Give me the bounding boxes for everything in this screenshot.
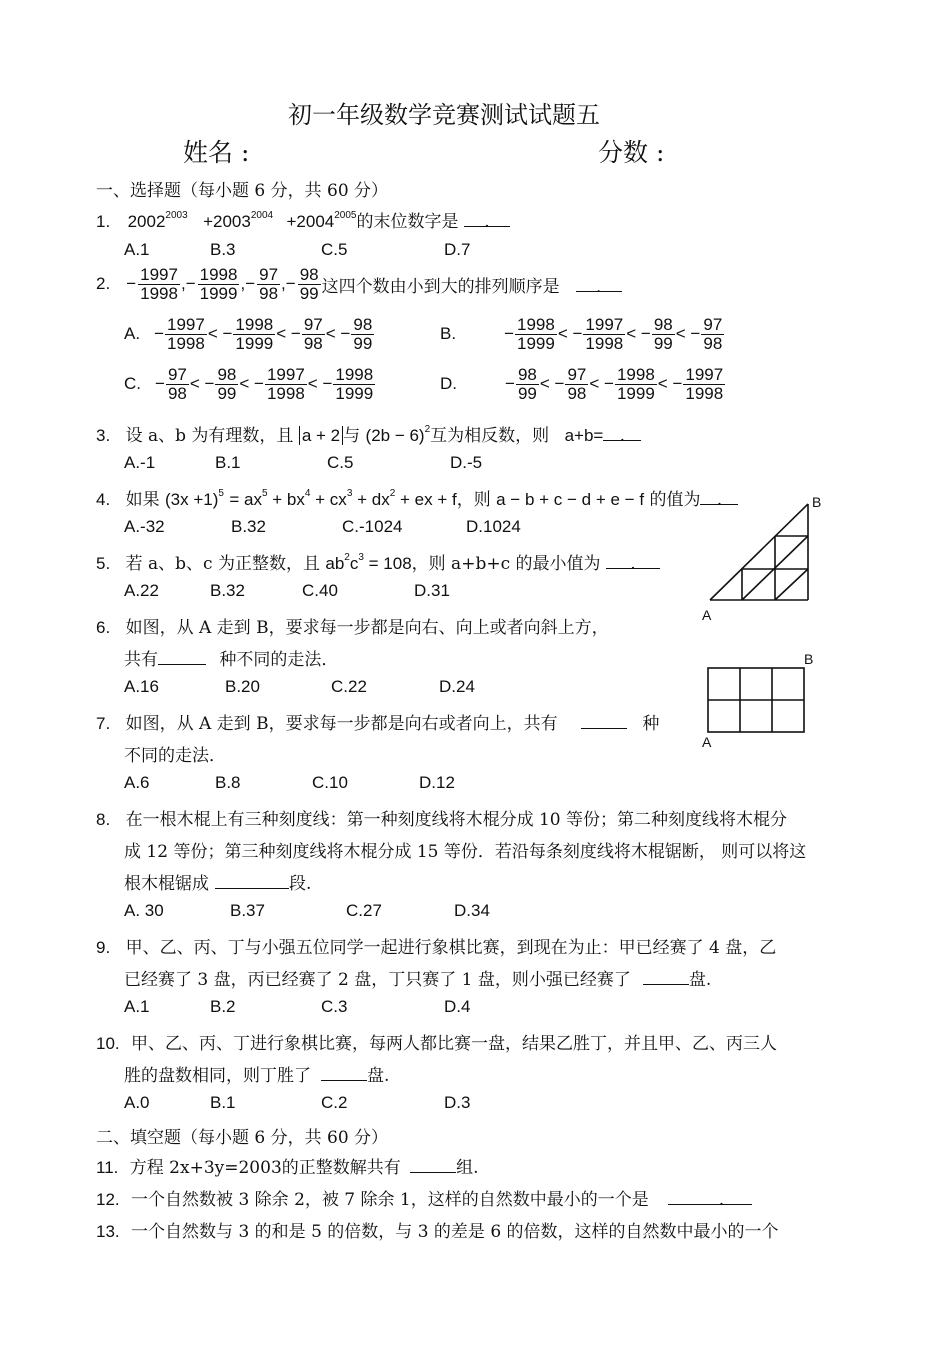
answer-blank[interactable]: . xyxy=(700,490,738,505)
point-b-label: B xyxy=(812,494,822,510)
section-2-heading: 二、填空题（每小题 6 分，共 60 分） xyxy=(96,1128,389,1148)
q2-option-d: D. − $\frac{98}{99}$ < − $\frac{97}{98}$ < − $\frac{1998}{1999}$ < − $\frac{1997}{1998}$ xyxy=(440,365,724,403)
question-11: 11. 方程 2x+3y=2003的正整数解共有 组. xyxy=(96,1158,479,1178)
answer-blank[interactable]: . xyxy=(603,426,641,441)
answer-blank[interactable]: . xyxy=(668,1190,752,1205)
question-8: 8. 在一根木棍上有三种刻度线：第一种刻度线将木棍分成 10 等份；第二种刻度线将木棍分 xyxy=(96,810,788,830)
answer-blank[interactable] xyxy=(410,1158,456,1173)
name-label: 姓名 : xyxy=(183,138,250,167)
question-2: 2. − $\frac{1997}{1998}$ , − $\frac{1998}{1999}$ , − $\frac{97}{98}$ , − $\frac{98}{99}$ 这四个数由小到大的排列顺序是 . xyxy=(96,266,622,303)
q2-option-c: C. − $\frac{97}{98}$ < − $\frac{98}{99}$ < − $\frac{1997}{1998}$ < − $\frac{1998}{1999}$ xyxy=(124,365,374,403)
question-1: 1. $2002^{2003} +2003^{2004} +2004^{2005}$的末位数字是 . xyxy=(96,207,510,232)
answer-blank[interactable] xyxy=(581,714,627,729)
question-7: 7. 如图，从 A 走到 B，要求每一步都是向右或者向上，共有 种 xyxy=(96,714,660,734)
question-13: 13. 一个自然数与 3 的和是 5 的倍数，与 3 的差是 6 的倍数，这样的自然数中最小的一个 xyxy=(96,1222,779,1242)
page-title: 初一年级数学竞赛测试试题五 xyxy=(288,101,600,129)
answer-blank[interactable] xyxy=(158,650,206,665)
point-b-label: B xyxy=(804,651,814,667)
answer-blank[interactable] xyxy=(215,874,289,889)
question-10: 10. 甲、乙、丙、丁进行象棋比赛，每两人都比赛一盘，结果乙胜丁，并且甲、乙、丙三人 xyxy=(96,1034,778,1054)
point-a-label: A xyxy=(702,607,712,620)
question-9: 9. 甲、乙、丙、丁与小强五位同学一起进行象棋比赛，到现在为止：甲已经赛了 4 盘，乙 xyxy=(96,938,777,958)
rectangle-grid-figure xyxy=(700,650,830,750)
question-12: 12. 一个自然数被 3 除余 2，被 7 除余 1，这样的自然数中最小的一个是 . xyxy=(96,1185,752,1210)
answer-blank[interactable]: . xyxy=(576,277,622,292)
point-a-label: A xyxy=(702,734,712,750)
answer-blank[interactable] xyxy=(321,1066,367,1081)
question-3: 3. 设 a、b 为有理数，且 a + 2 与 $(2b - 6)^2$互为相反数，则 a+b= . xyxy=(96,421,641,446)
triangle-grid-figure xyxy=(700,490,840,620)
score-label: 分数 : xyxy=(598,138,665,167)
answer-blank[interactable]: . xyxy=(606,554,660,569)
answer-blank[interactable] xyxy=(643,970,689,985)
question-6: 6. 如图，从 A 走到 B，要求每一步都是向右、向上或者向斜上方， xyxy=(96,618,609,638)
question-4: 4. 如果 $(3x +1)^5 = ax^5 + bx^4 + cx^3 + dx^2$ + ex + f，则 a − b + c − d + e − f 的值为 . xyxy=(96,485,738,510)
section-1-heading: 一、选择题（每小题 6 分，共 60 分） xyxy=(96,181,389,201)
question-5: 5. 若 a、b、c 为正整数，且 $ab^2c^3 = 108$，则 a+b+c 的最小值为 . xyxy=(96,549,660,574)
answer-blank[interactable]: . xyxy=(464,212,510,227)
q2-option-a: A. − $\frac{1997}{1998}$ < − $\frac{1998}{1999}$ < − $\frac{97}{98}$ < − $\frac{98}{99}$ xyxy=(124,315,373,353)
q2-option-b: B. − $\frac{1998}{1999}$ < − $\frac{1997}{1998}$ < − $\frac{98}{99}$ < − $\frac{97}{98}$ xyxy=(440,315,723,353)
